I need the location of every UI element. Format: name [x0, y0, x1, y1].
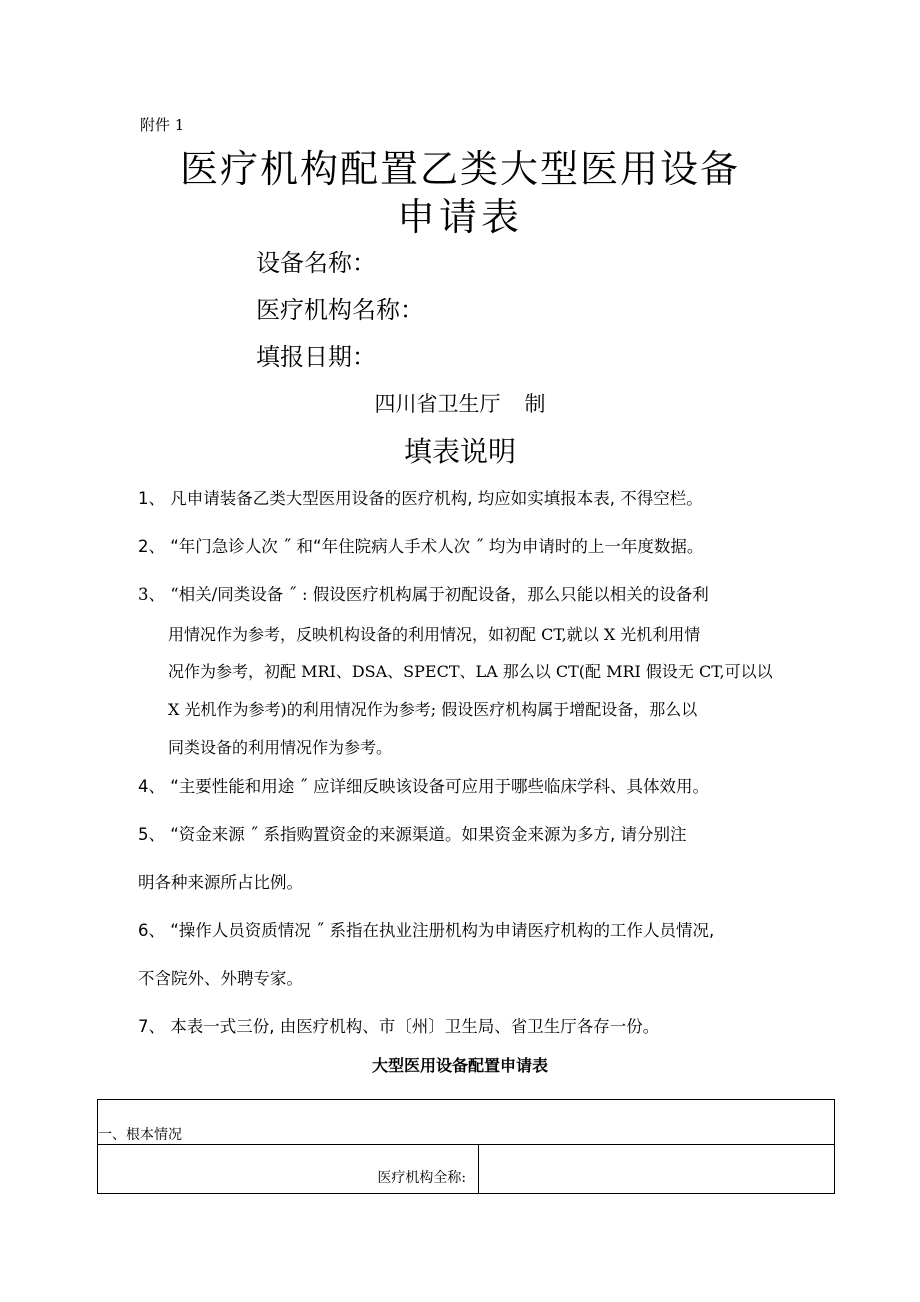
instruction-item-6-line-2: 不含院外、外聘专家。 — [138, 969, 303, 988]
instructions-title: 填表说明 — [403, 435, 516, 468]
form-title: 大型医用设备配置申请表 — [371, 1056, 548, 1075]
issuer-org: 四川省卫生厅 — [374, 392, 501, 416]
instruction-item-3-line-5: 同类设备的利用情况作为参考。 — [168, 738, 393, 757]
table-row — [98, 1100, 835, 1145]
instruction-item-1: 1、 凡申请装备乙类大型医用设备的医疗机构, 均应如实填报本表, 不得空栏。 — [138, 489, 703, 508]
issuer-line — [0, 388, 920, 418]
instruction-item-3-line-4: X 光机作为参考)的利用情况作为参考; 假设医疗机构属于增配设备，那么以 — [168, 700, 698, 719]
instruction-item-7: 7、 本表一式三份, 由医疗机构、市〔州〕卫生局、省卫生厅各存一份。 — [138, 1017, 660, 1036]
field-device-name: 设备名称： — [256, 249, 376, 277]
instruction-item-4: 4、 “主要性能和用途 ˝ 应详细反映该设备可应用于哪些临床学科、具体效用。 — [138, 777, 710, 796]
basic-info-table — [97, 1099, 835, 1194]
instruction-item-6: 6、 “操作人员资质情况 ˝ 系指在执业注册机构为申请医疗机构的工作人员情况, — [138, 921, 715, 940]
field-institution-name: 医疗机构名称： — [256, 296, 424, 324]
instruction-item-2: 2、 “年门急诊人次 ˝ 和“年住院病人手术人次 ˝ 均为申请时的上一年度数据。 — [138, 537, 704, 556]
instruction-item-3: 3、 “相关/同类设备 ˝ : 假设医疗机构属于初配设备，那么只能以相关的设备利 — [138, 585, 709, 604]
table-row — [98, 1145, 835, 1194]
attachment-label: 附件 1 — [140, 116, 185, 134]
field-report-date: 填报日期： — [256, 343, 376, 371]
instruction-item-5: 5、 “资金来源 ˝ 系指购置资金的来源渠道。如果资金来源为多方, 请分别注 — [138, 825, 687, 844]
section-heading: 一、根本情况 — [98, 1100, 835, 1145]
instruction-item-5-line-2: 明各种来源所占比例。 — [138, 873, 303, 892]
instruction-item-3-line-3: 况作为参考，初配 MRI、DSA、SPECT、LA 那么以 CT(配 MRI 假设无 CT,可以以 — [168, 662, 773, 681]
institution-full-name-label: 医疗机构全称: — [98, 1145, 479, 1194]
institution-full-name-field[interactable] — [479, 1145, 835, 1194]
issuer-suffix: 制 — [524, 392, 546, 416]
page-subtitle: 申请表 — [396, 195, 523, 239]
page-title: 医疗机构配置乙类大型医用设备 — [179, 147, 740, 191]
instruction-item-3-line-2: 用情况作为参考，反映机构设备的利用情况，如初配 CT,就以 X 光机利用情 — [168, 625, 701, 644]
